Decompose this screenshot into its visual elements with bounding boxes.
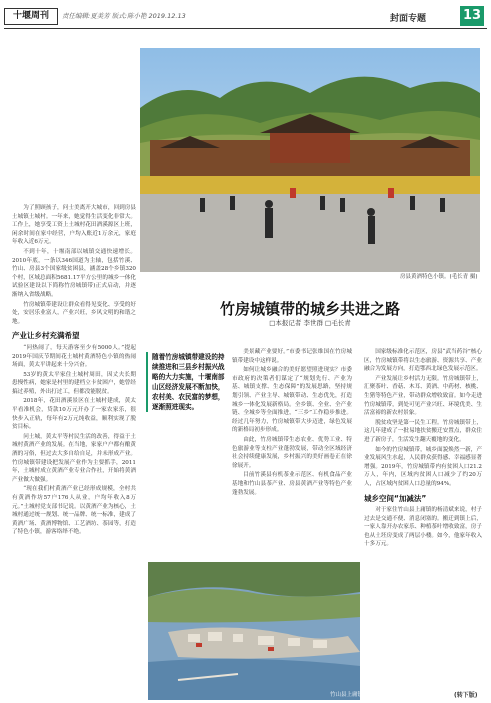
paragraph: 如今的竹房城镇带，城乡面貌焕然一新，产业发展风生水起，人民群众获得感、幸福感显著增强。2019年，竹房城镇带内有贫困人口21.2万人，年内，区域内贫困人口减少了约20万人，占区域内贫困人口总量的94%。 — [364, 446, 482, 487]
article-title: 竹房城镇带的城乡共进之路 — [219, 300, 400, 318]
lakeside-town-illustration — [148, 562, 360, 700]
pull-quote: 随着竹房城镇带建设的持续推进和三县乡村振兴战略的大力实施，十堰南部山区经济发展不断加快，农村美、农民富的梦想，逐渐照进现实。 — [146, 352, 227, 412]
subheading: 城乡空间“加减法” — [364, 493, 427, 503]
paragraph: 如何让城乡融合的美好愿望照进现实？市委市政府的决策者们谋定了“规划先行、产业为基、城镇支撑、生态保障”的发展思路，坚持规划引领、产业主导、城镇带动、生态优先，打造城乡一体化发展新格局。全乡镇、全业、全产业链、全城乡等全面推进，“三乡”工作稳步推进。经过几年努力，竹房城镇带大步迈进，绿色发展的新格局初步形成。 — [232, 367, 352, 434]
main-photo — [140, 48, 480, 272]
paragraph: 脱贫攻坚是第一民生工程。竹房城镇带上，这几年建成了一批易地扶贫搬迁安置点，群众住进了新房子，生活发生翻天覆地的变化。 — [364, 419, 482, 443]
paragraph: 产业发展让乡村活力无限。竹房城镇带上，汇聚茶叶、香菇、木耳、黄酒、中药材、核桃、生猪等特色产业，带动群众增收致富。如今走进竹房城镇带，到处可见产业兴旺、环境优美、生活富裕的新农村景象。 — [364, 375, 482, 417]
continued-marker: (转下版) — [454, 692, 478, 699]
paragraph: 对于家住竹山县上庸镇的杨清斌来说，村子过去是交通不便、消息闭塞的。搬迁到镇上后，一家人靠开办农家乐、种植茶叶增收致富，房子也从土坯房变成了两层小楼。如今，他家年收入十多万元。 — [364, 507, 482, 548]
paragraph: 由此，竹房城镇带生态农业、优势工业、特色旅游业等支柱产业蓬勃发展，带动全区域经济社会持续健康发展，乡村振兴的美好画卷正在徐徐展开。 — [232, 436, 352, 469]
paragraph: 美景藏产业要好。”市委书记张维国在竹房城镇带建设中这样说。 — [232, 349, 352, 364]
paragraph: 2018年，花田酒溪景区在土城村建成，黄太平看准机会，贷款10万元开办了一家农家乐，很快步入正轨，每年有2万元纯收益，顺利实现了脱贫目标。 — [12, 398, 136, 431]
section-label: 封面专题 — [390, 14, 427, 24]
article-column-3 — [364, 348, 482, 550]
page-number: 13 — [460, 6, 484, 26]
aerial-photo — [148, 562, 360, 700]
paragraph: 国家级标准化示范区，房县“武当药谷”核心区，竹房城镇带将以生态旅游、资源共享、产业融合为发展方向，打造鄂西北绿色发展示范区。 — [364, 349, 482, 373]
page-header — [0, 0, 491, 30]
paragraph: 不到十年，十堰南部以城镇交通快速增长。2010年底，一条以346国道为主轴，包括竹溪、竹山、房县3个国家级贫困县，涵盖28个乡镇320个村，区域总面积5681.17平方公里的城乡一体化试验区建设以下简称竹房城镇带)正式启动，并逐渐纳入省级战略。 — [12, 248, 136, 298]
paragraph: 目前竹溪县有机茶业示范区、有机食品产业基地和竹山县茶产业、房县黄酒产业等特色产业蓬勃发展。 — [232, 472, 352, 496]
aerial-photo-caption: 竹山县上庸镇。 — [330, 692, 369, 698]
masthead: 十堰周刊 — [4, 8, 58, 25]
subheading: 产业让乡村充满希望 — [12, 331, 80, 341]
article-byline: □本报记者 李世群 □毛长青 — [269, 319, 351, 327]
header-rule — [4, 28, 487, 29]
paragraph: 问土城，黄太平等村民生活的改善，得益于土城村黄酒产业的发展。在当地，家家户户都有酿黄酒的习俗，但过去大多自给自足，并未形成产业。竹房城镇带建设把发展产业作为主要抓手，2011年，土城村成立黄酒产业专业合作社，开始将黄酒产业做大做强。 — [12, 433, 136, 483]
paragraph: “问热闹了，每天游客至少有5000人。”提起2019年国庆节期间花土城村黄酒特色小镇的热闹场面，黄太平讲起来十分兴奋。 — [12, 344, 136, 369]
main-photo-caption: 房县黄酒特色小镇。(毛长青 摄) — [400, 274, 478, 280]
town-square-illustration — [140, 48, 480, 272]
paragraph: 53岁的黄太平家住土城村周田，因丈夫长期患慢性病，她家是村里的建档立卡贫困户，她曾经搞过养殖，外出打过工，但都没能脱贫。 — [12, 371, 136, 395]
article-column-1 — [12, 204, 136, 538]
paragraph: 为了照顾孩子，问士美离开大城市，回到房县土城镇土城村。一年来，她觉得生活变化非常大。工作上，她享受工资上土城村花田酒溪源区上班，闲余时间在家中经营，户均入账近1万余元，家庭年收入近6万元。 — [12, 205, 136, 246]
article-column-2 — [232, 348, 352, 498]
paragraph: 竹房城镇带建设让群众看得见变化、享受的好处，安居乐业富人，产业兴旺，乡风文明的和谐之地。 — [12, 301, 136, 325]
paragraph: “现在我们村黄酒产业已经形成规模，全村共有黄酒作坊57户176人从业，户均年收入8万元。”土城村党支部书记说。以黄酒产业为核心，土城村通过统一规划、统一品牌、统一标准，建成了黄酒广场、黄酒博物馆、工艺酒坊、茶园等，打造了特色小镇，游客络绎不绝。 — [12, 486, 136, 536]
editor-meta: 责任编辑:夏美芳 版式:陈小艳 2019.12.13 — [62, 12, 186, 20]
